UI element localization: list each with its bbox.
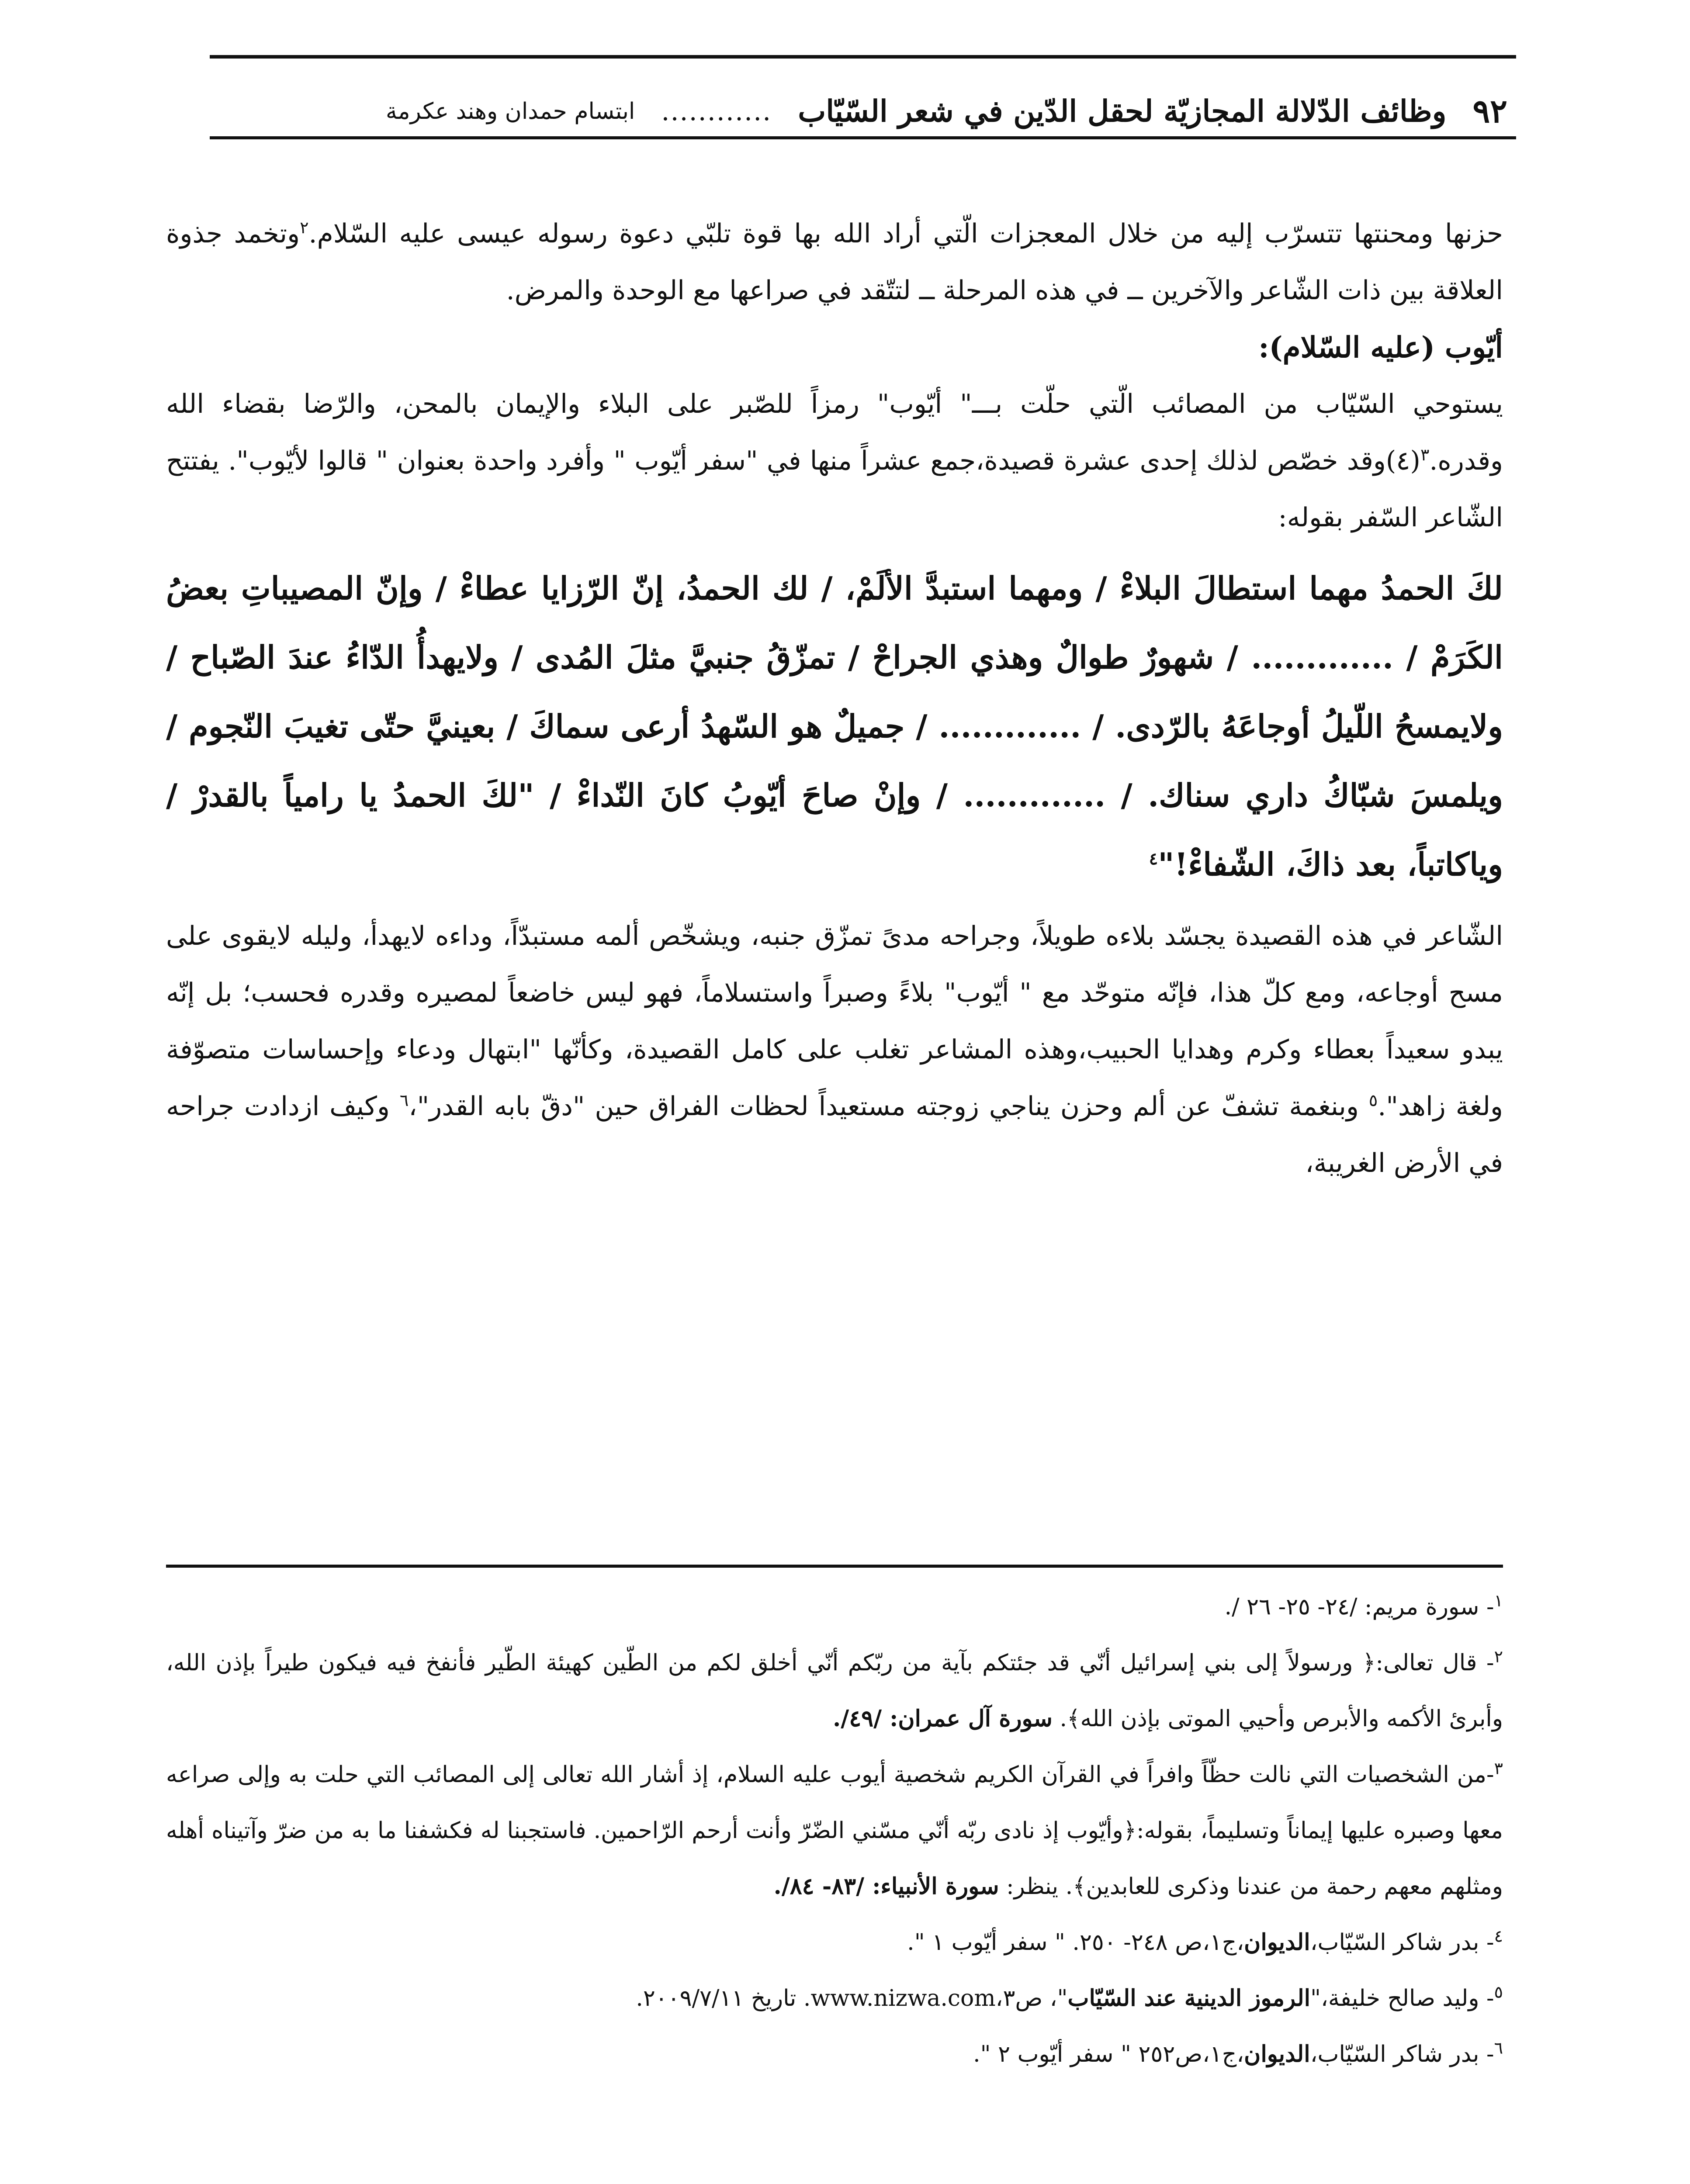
paragraph-1-text: حزنها ومحنتها تتسرّب إليه من خلال المعجزات الّتي أراد الله بها قوة تلبّي دعوة رسوله عيسى عليه السّلام. [308, 218, 1503, 249]
footnote-4-author: - بدر شاكر السّيّاب، [1310, 1929, 1494, 1956]
footnote-4-pages: ،ج١،ص ٢٤٨- ٢٥٠. " سفر أيّوب ١ ". [907, 1929, 1244, 1956]
paragraph-1-continuation: وتخمد جذوة العلاقة بين ذات الشّاعر والآخرين ــ في هذه المرحلة ــ لتتّقد في صراعها مع الوحدة والمرض. [166, 218, 1503, 306]
header-dots: ............ [661, 96, 772, 127]
footnote-3-mark: ٣ [1494, 1759, 1503, 1778]
footnote-5-mark: ٥ [1494, 1982, 1503, 2002]
footnote-3 [166, 1747, 1503, 1914]
footnote-3-source: سورة الأنبياء: /٨٣- ٨٤/. [773, 1873, 999, 1900]
footnote-ref-6[interactable]: ٦ [399, 1091, 409, 1110]
header-authors: ابتسام حمدان وهند عكرمة [385, 98, 635, 124]
paragraph-1 [166, 205, 1503, 319]
main-text [166, 205, 1503, 1192]
footnote-1-mark: ١ [1494, 1591, 1503, 1610]
running-header [210, 79, 1516, 144]
footnote-2-mark: ٢ [1494, 1647, 1503, 1666]
footnote-1 [166, 1579, 1503, 1635]
footnote-ref-3[interactable]: ٣ [1420, 445, 1430, 464]
footnote-1-text: - سورة مريم: /٢٤- ٢٥- ٢٦ /. [1224, 1594, 1494, 1620]
footnote-5 [166, 1970, 1503, 2026]
footnote-6 [166, 2026, 1503, 2082]
footnote-6-author: - بدر شاكر السّيّاب، [1310, 2041, 1494, 2067]
footnote-ref-5[interactable]: ٥ [1368, 1091, 1378, 1110]
footnote-5-date: . تاريخ ٢٠٠٩/٧/١١. [636, 1985, 811, 2011]
paragraph-2 [166, 376, 1503, 546]
footnote-2-source: سورة آل عمران: /٤٩/. [833, 1705, 1053, 1732]
paragraph-2-text: يستوحي السّيّاب من المصائب الّتي حلّت بـــ" أيّوب" رمزاً للصّبر على البلاء والإيمان بالمحن، والرّضا بقضاء الله وقدره. [166, 389, 1503, 476]
footnote-5-author: - وليد صالح خليفة،" [1310, 1985, 1494, 2011]
poem-excerpt [166, 554, 1503, 899]
header-bottom-rule [210, 136, 1516, 139]
footnote-4-mark: ٤ [1494, 1926, 1503, 1946]
footnote-4-book: الديوان [1244, 1929, 1310, 1956]
footnote-ref-2[interactable]: ٢ [300, 218, 309, 237]
footnote-6-book: الديوان [1244, 2041, 1310, 2067]
paragraph-3 [166, 908, 1503, 1192]
footnote-6-pages: ،ج١،ص٢٥٢ " سفر أيّوب ٢ ". [973, 2041, 1244, 2067]
footnote-5-page: "، ص٣، [995, 1985, 1068, 2011]
header-top-rule [210, 55, 1516, 59]
section-heading: أيّوب (عليه السّلام): [1258, 330, 1503, 364]
footnote-ref-4[interactable]: ٤ [1149, 849, 1158, 868]
header-title: وظائف الدّلالة المجازيّة لحقل الدّين في شعر السّيّاب [798, 94, 1447, 129]
paragraph-3-text: الشّاعر في هذه القصيدة يجسّد بلاءه طويلاً، وجراحه مدىً تمزّق جنبه، ويشخّص ألمه مستبدّاً، وداءه لايهدأ، وليله لايقوى على مسح أوجاعه، ومع كلّ هذا، فإنّه متوحّد مع " أيّوب" بلاءً وصبراً واستسلاماً، فهو ليس خاضعاً لمصيره وقدره فحسب؛ بل إنّه يبدو سعيداً بعطاء وكرم وهدايا الحبيب،وهذه المشاعر تغلب على كامل القصيدة، وكأنّها "ابتهال ودعاء وإحساسات متصوّفة ولغة زاهد". [166, 921, 1503, 1122]
footnote-5-article: الرموز الدينية عند السّيّاب [1067, 1985, 1311, 2011]
paragraph-2-continuation: (٤)وقد خصّص لذلك إحدى عشرة قصيدة،جمع عشراً منها في "سفر أيّوب " وأفرد واحدة بعنوان " قالوا لأيّوب". يفتتح الشّاعر السّفر بقوله: [166, 446, 1503, 533]
footnote-2 [166, 1635, 1503, 1747]
footnote-separator [166, 1565, 1503, 1568]
page-number: ٩٢ [1472, 93, 1507, 130]
footnote-5-url-link[interactable]: www.nizwa.com [810, 1985, 996, 2011]
footnote-6-mark: ٦ [1494, 2038, 1503, 2058]
footnote-2-text: - قال تعالى:﴿ ورسولاً إلى بني إسرائيل أنّي قد جئتكم بآية من ربّكم أنّي أخلق لكم من الطّين كهيئة الطّير فأنفخ فيه فيكون طيراً بإذن الله، وأبرئ الأكمه والأبرص وأحيي الموتى بإذن الله﴾. [166, 1650, 1503, 1732]
footnotes [166, 1579, 1503, 2082]
paragraph-3-ending: وكيف ازدادت جراحه في الأرض الغريبة، [166, 1091, 1503, 1178]
poem-text: لكَ الحمدُ مهما استطالَ البلاءْ / ومهما استبدَّ الألَمْ، / لك الحمدُ، إنّ الرّزايا عطاءْ / وإنّ المصيباتِ بعضُ الكَرَمْ / ............. / شهورٌ طوالٌ وهذي الجراحْ / تمزّقُ جنبيَّ مثلَ المُدى / ولايهدأُ الدّاءُ عندَ الصّباح / ولايمسحُ اللّيلُ أوجاعَهُ بالرّدى. / ............. / جميلٌ هو السّهدُ أرعى سماكَ / بعينيَّ حتّى تغيبَ النّجوم / ويلمسَ شبّاكُ داري سناك. / ............. / وإنْ صاحَ أيّوبُ كانَ النّداءْ / "لكَ الحمدُ يا رامياً بالقدرْ / وياكاتباً، بعد ذاكَ، الشّفاءْ!" [166, 570, 1503, 883]
footnote-3-text: -من الشخصيات التي نالت حظّاً وافراً في القرآن الكريم شخصية أيوب عليه السلام، إذ أشار الله تعالى إلى المصائب التي حلت به وإلى صراعه معها وصبره عليها إيماناً وتسليماً، بقوله:﴿وأيّوب إذ نادى ربّه أنّي مسّني الضّرّ وأنت أرحم الرّاحمين. فاستجبنا له فكشفنا ما به من ضرّ وآتيناه أهله ومثلهم معهم رحمة من عندنا وذكرى للعابدين﴾. ينظر: [166, 1762, 1503, 1900]
footnote-4 [166, 1914, 1503, 1970]
paragraph-3-continuation: وبنغمة تشفّ عن ألم وحزن يناجي زوجته مستعيداً لحظات الفراق حين "دقّ بابه القدر"، [409, 1091, 1359, 1122]
